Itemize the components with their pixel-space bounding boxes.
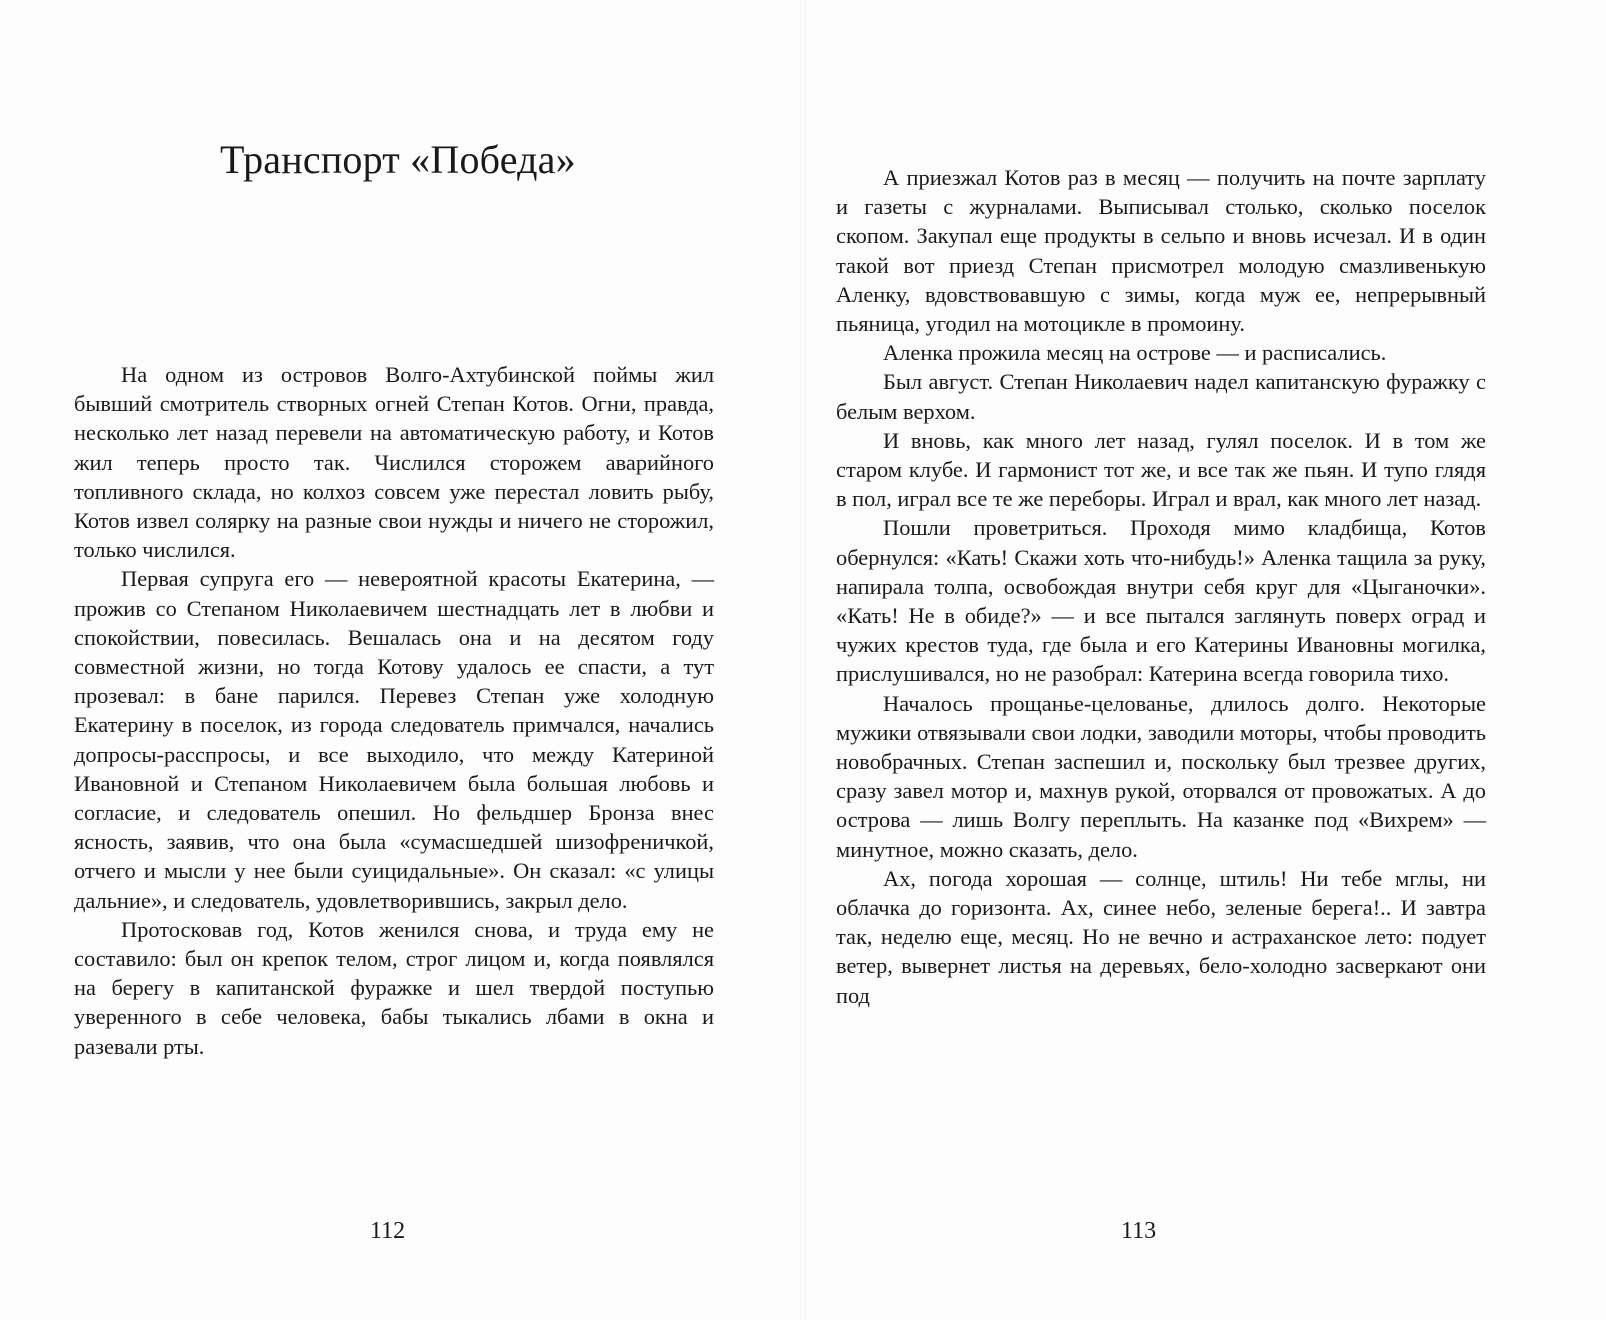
left-page	[0, 0, 800, 1320]
left-page-text	[74, 360, 714, 1061]
paragraph: Ах, погода хорошая — солнце, штиль! Ни тебе мглы, ни облачка до горизонта. Ах, синее небо, зеленые берега!.. И завтра так, неделю еще, месяц. Но не вечно и астраханское лето: подует ветер, вывернет листья на деревьях, бело-холодно засверкают они под	[836, 865, 1486, 1008]
page-number-left: 112	[370, 1218, 406, 1244]
paragraph: Первая супруга его — невероятной красоты Екатерина, — прожив со Степаном Николаевичем шестнадцать лет в любви и спокойствии, повесилась. Вешалась она и на десятом году совместной жизни, но тогда Котову удалось ее спасти, а тут прозевал: в бане парился. Перевез Степан уже холодную Екатерину в поселок, из города следователь примчался, начались допросы-расспросы, и все выходило, что между Катериной Ивановной и Степаном Николаевичем была большая любовь и согласие, и следователь опешил. Но фельдшер Бронза внес ясность, заявив, что она была «сумасшедшей шизофреничкой, отчего и мысли у нее были суицидальные». Он сказал: «с улицы дальние», и следователь, удовлетворившись, закрыл дело.	[74, 566, 714, 913]
right-page-text	[836, 163, 1486, 1010]
paragraph: Протосковав год, Котов женился снова, и труда ему не составило: был он крепок телом, строг лицом и, когда появлялся на берегу в капитанской фуражке и шел твердой поступью уверенного в себе человека, бабы тыкались лбами в окна и разевали рты.	[74, 916, 714, 1059]
paragraph: Пошли проветриться. Проходя мимо кладбища, Котов обернулся: «Кать! Скажи хоть что-нибудь!» Аленка тащила за руку, напирала толпа, освобождая внутри себя круг для «Цыганочки». «Кать! Не в обиде?» — и все пытался заглянуть поверх оград и чужих крестов туда, где была и его Катерины Ивановны могилка, прислушивался, но не разобрал: Катерина всегда говорила тихо.	[836, 515, 1486, 687]
right-page	[806, 0, 1606, 1320]
page-number-right: 113	[1121, 1218, 1157, 1244]
paragraph: И вновь, как много лет назад, гулял поселок. И в том же старом клубе. И гармонист тот же, и все так же пьян. И тупо глядя в пол, играл все те же переборы. Играл и врал, как много лет назад.	[836, 427, 1486, 512]
paragraph: Аленка прожила месяц на острове — и расписались.	[883, 340, 1387, 366]
paragraph: Был август. Степан Николаевич надел капитанскую фуражку с белым верхом.	[836, 369, 1486, 424]
paragraph: На одном из островов Волго-Ахтубинской поймы жил бывший смотритель створных огней Степан Котов. Огни, правда, несколько лет назад перевели на автоматическую работу, и Котов жил теперь просто так. Числился сторожем аварийного топливного склада, но колхоз совсем уже перестал ловить рыбу, Котов извел солярку на разные свои нужды и ничего не сторожил, только числился.	[74, 362, 714, 563]
paragraph: А приезжал Котов раз в месяц — получить на почте зарплату и газеты с журналами. Выписывал столько, сколько поселок скопом. Закупал еще продукты в сельпо и вновь исчезал. И в один такой вот приезд Степан присмотрел молодую смазливенькую Аленку, вдовствовавшую с зимы, когда муж ее, непрерывный пьяница, угодил на мотоцикле в промоину.	[836, 165, 1486, 337]
chapter-title: Транспорт «Победа»	[220, 137, 576, 182]
paragraph: Началось прощанье-целованье, длилось долго. Некоторые мужики отвязывали свои лодки, заводили моторы, чтобы проводить новобрачных. Степан заспешил и, поскольку был трезвее других, сразу завел мотор и, махнув рукой, оторвался от провожатых. А до острова — лишь Волгу переплыть. На казанке под «Вихрем» — минутное, можно сказать, дело.	[836, 690, 1486, 862]
